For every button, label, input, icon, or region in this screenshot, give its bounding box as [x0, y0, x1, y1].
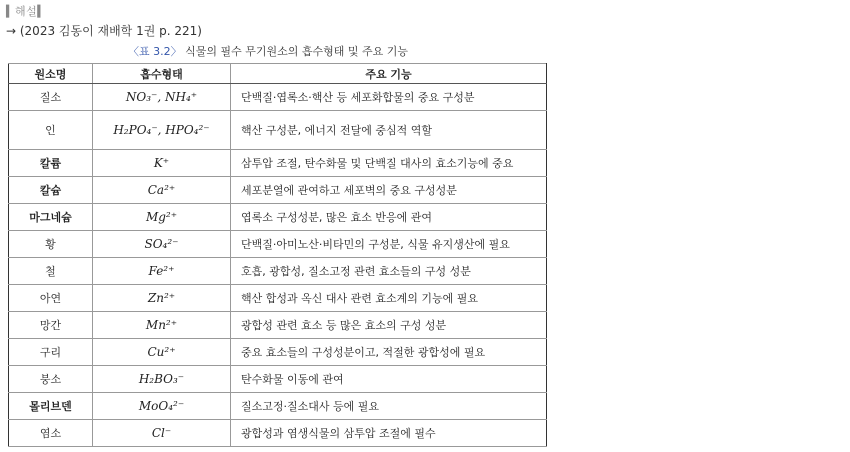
absorption-form: Cu²⁺ [93, 339, 231, 366]
main-function: 세포분열에 관여하고 세포벽의 중요 구성성분 [231, 177, 547, 204]
absorption-form: H₂PO₄⁻, HPO₄²⁻ [93, 111, 231, 150]
table-row [9, 393, 547, 420]
main-function: 호흡, 광합성, 질소고정 관련 효소들의 구성 성분 [231, 258, 547, 285]
element-name: 망간 [9, 312, 93, 339]
absorption-form: SO₄²⁻ [93, 231, 231, 258]
table-row [9, 420, 547, 447]
absorption-form: H₂BO₃⁻ [93, 366, 231, 393]
element-name: 아연 [9, 285, 93, 312]
table-row [9, 150, 547, 177]
table-row [9, 312, 547, 339]
element-name: 구리 [9, 339, 93, 366]
main-function: 핵산 합성과 옥신 대사 관련 효소계의 기능에 필요 [231, 285, 547, 312]
absorption-form: K⁺ [93, 150, 231, 177]
table-title: 식물의 필수 무기원소의 흡수형태 및 주요 기능 [185, 45, 408, 58]
table-row [9, 285, 547, 312]
element-name: 붕소 [9, 366, 93, 393]
main-function: 탄수화물 이동에 관여 [231, 366, 547, 393]
absorption-form: MoO₄²⁻ [93, 393, 231, 420]
table-row [9, 231, 547, 258]
nutrient-table [8, 63, 547, 447]
element-name: 염소 [9, 420, 93, 447]
absorption-form: Mn²⁺ [93, 312, 231, 339]
table-row [9, 204, 547, 231]
main-function: 삼투압 조절, 탄수화물 및 단백질 대사의 효소기능에 중요 [231, 150, 547, 177]
main-function: 핵산 구성분, 에너지 전달에 중심적 역할 [231, 111, 547, 150]
table-row [9, 111, 547, 150]
main-function: 단백질·엽록소·핵산 등 세포화합물의 중요 구성분 [231, 84, 547, 111]
main-function: 단백질·아미노산·비타민의 구성분, 식물 유지생산에 필요 [231, 231, 547, 258]
table-row [9, 84, 547, 111]
table-row [9, 366, 547, 393]
absorption-form: Fe²⁺ [93, 258, 231, 285]
main-function: 중요 효소들의 구성성분이고, 적절한 광합성에 필요 [231, 339, 547, 366]
element-name: 황 [9, 231, 93, 258]
element-name: 인 [9, 111, 93, 150]
main-function: 엽록소 구성성분, 많은 효소 반응에 관여 [231, 204, 547, 231]
element-name: 철 [9, 258, 93, 285]
source-reference: → (2023 김동이 재배학 1권 p. 221) [6, 24, 202, 38]
main-function: 광합성 관련 효소 등 많은 효소의 구성 성분 [231, 312, 547, 339]
table-number: 〈표 3.2〉 [128, 45, 182, 58]
table-header-row [9, 64, 547, 84]
table-row [9, 258, 547, 285]
absorption-form: Cl⁻ [93, 420, 231, 447]
absorption-form: Mg²⁺ [93, 204, 231, 231]
element-name: 마그네슘 [9, 204, 93, 231]
header-absorption-form: 흡수형태 [93, 64, 231, 84]
main-function: 질소고정·질소대사 등에 필요 [231, 393, 547, 420]
element-name: 질소 [9, 84, 93, 111]
absorption-form: NO₃⁻, NH₄⁺ [93, 84, 231, 111]
element-name: 몰리브덴 [9, 393, 93, 420]
element-name: 칼슘 [9, 177, 93, 204]
main-function: 광합성과 염생식물의 삼투압 조절에 필수 [231, 420, 547, 447]
element-name: 칼륨 [9, 150, 93, 177]
header-main-function: 주요 기능 [231, 64, 547, 84]
table-row [9, 339, 547, 366]
absorption-form: Ca²⁺ [93, 177, 231, 204]
absorption-form: Zn²⁺ [93, 285, 231, 312]
section-label: ▍해설▍ [6, 5, 47, 18]
header-element-name: 원소명 [9, 64, 93, 84]
table-caption [128, 43, 408, 59]
table-row [9, 177, 547, 204]
